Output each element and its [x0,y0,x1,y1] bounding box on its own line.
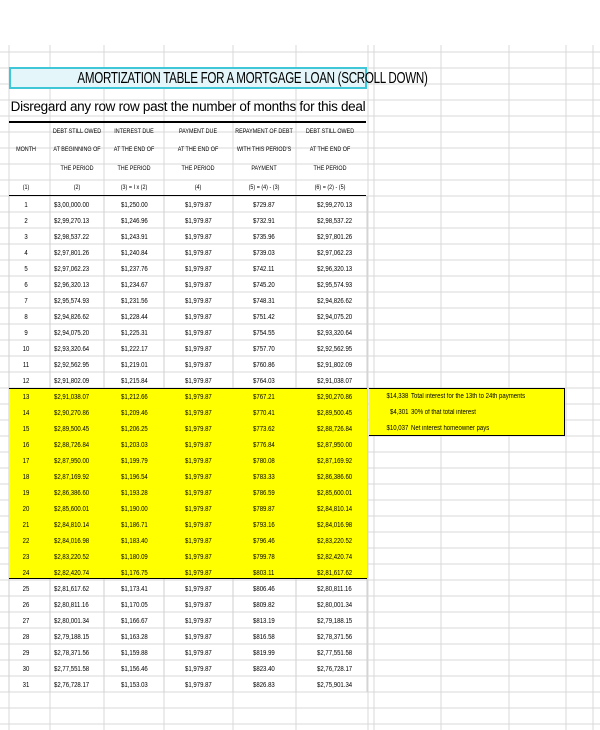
payment-due-cell: $1,979.87 [185,426,212,433]
payment-due-cell: $1,979.87 [185,538,212,545]
interest-due-cell: $1,203.03 [121,442,148,449]
payment-due-cell: $1,979.87 [185,282,212,289]
interest-due-cell: $1,237.76 [121,266,148,273]
month-cell: 25 [22,586,30,593]
payment-due-cell: $1,979.87 [185,394,212,401]
repayment-cell: $732.91 [253,218,275,225]
interest-due-cell: $1,193.28 [121,490,148,497]
interest-due-cell: $1,190.00 [121,506,148,513]
debt-end-cell: $2,80,001.34 [317,602,353,609]
repayment-cell: $783.33 [253,474,275,481]
repayment-cell: $823.40 [253,666,275,673]
interest-due-cell: $1,209.46 [121,410,148,417]
debt-owed-cell: $2,97,801.26 [54,250,90,257]
month-cell: 5 [24,266,28,273]
debt-owed-cell: $2,98,537.22 [54,234,90,241]
month-cell: 9 [24,330,28,337]
header-month-line-4: (1) [22,185,30,191]
debt-end-cell: $2,94,826.62 [317,298,353,305]
summary-label: Total interest for the 13th to 24th payments [411,393,526,400]
debt-end-cell: $2,84,016.98 [317,522,353,529]
header-interest-line-1: INTEREST DUE [114,129,154,135]
header-bottom-rule [9,195,366,196]
repayment-cell: $757.70 [253,346,275,353]
debt-owed-cell: $2,84,810.14 [54,522,90,529]
interest-due-cell: $1,231.56 [121,298,148,305]
repayment-cell: $764.03 [253,378,275,385]
header-debt-line-1: DEBT STILL OWED [52,129,102,135]
repayment-cell: $776.84 [253,442,275,449]
header-owed_end-line-4: (6) = (2) - (5) [314,185,346,191]
payment-due-cell: $1,979.87 [185,330,212,337]
header-interest-line-3: THE PERIOD [117,166,151,172]
debt-owed-cell: $2,84,016.98 [54,538,90,545]
payment-due-cell: $1,979.87 [185,554,212,561]
header-owed_end-line-3: THE PERIOD [313,166,347,172]
debt-end-cell: $2,92,562.95 [317,346,353,353]
debt-owed-cell: $2,90,270.86 [54,410,90,417]
interest-due-cell: $1,225.31 [121,330,148,337]
repayment-cell: $796.46 [253,538,275,545]
month-cell: 16 [22,442,30,449]
month-cell: 14 [22,410,30,417]
month-cell: 22 [22,538,30,545]
interest-due-cell: $1,170.05 [121,602,148,609]
debt-owed-cell: $2,93,320.64 [54,346,90,353]
interest-due-cell: $1,212.66 [121,394,148,401]
debt-owed-cell: $2,79,188.15 [54,634,90,641]
debt-owed-cell: $2,91,038.07 [54,394,90,401]
payment-due-cell: $1,979.87 [185,202,212,209]
debt-end-cell: $2,75,901.34 [317,682,353,689]
header-debt-line-3: THE PERIOD [60,166,94,172]
header-debt-line-4: (2) [73,185,81,191]
payment-due-cell: $1,979.87 [185,602,212,609]
header-payment-line-4: (4) [194,185,202,191]
month-cell: 7 [24,298,28,305]
payment-due-cell: $1,979.87 [185,234,212,241]
debt-end-cell: $2,98,537.22 [317,218,353,225]
debt-end-cell: $2,99,270.13 [317,202,353,209]
debt-end-cell: $2,89,500.45 [317,410,353,417]
interest-due-cell: $1,250.00 [121,202,148,209]
debt-end-cell: $2,84,810.14 [317,506,353,513]
interest-due-cell: $1,163.28 [121,634,148,641]
header-repayment-line-2: WITH THIS PERIOD'S [236,147,292,153]
header-owed_end-line-1: DEBT STILL OWED [305,129,355,135]
payment-due-cell: $1,979.87 [185,682,212,689]
debt-owed-cell: $2,91,802.09 [54,378,90,385]
payment-due-cell: $1,979.87 [185,522,212,529]
debt-end-cell: $2,81,617.62 [317,570,353,577]
debt-end-cell: $2,82,420.74 [317,554,353,561]
debt-owed-cell: $2,97,062.23 [54,266,90,273]
repayment-cell: $803.11 [253,570,275,577]
debt-end-cell: $2,97,801.26 [317,234,353,241]
month-cell: 23 [22,554,30,561]
debt-end-cell: $2,86,386.60 [317,474,353,481]
header-payment-line-3: THE PERIOD [181,166,215,172]
interest-due-cell: $1,240.84 [121,250,148,257]
month-cell: 15 [22,426,30,433]
interest-due-cell: $1,206.25 [121,426,148,433]
summary-amount: $4,301 [389,409,408,416]
header-top-rule [9,121,366,123]
repayment-cell: $819.99 [253,650,275,657]
repayment-cell: $745.20 [253,282,275,289]
interest-due-cell: $1,199.79 [121,458,148,465]
month-cell: 24 [22,570,30,577]
summary-amount: $14,338 [386,393,408,400]
payment-due-cell: $1,979.87 [185,474,212,481]
header-repayment-line-4: (5) = (4) - (3) [248,185,280,191]
interest-due-cell: $1,219.01 [121,362,148,369]
payment-due-cell: $1,979.87 [185,298,212,305]
debt-owed-cell: $2,87,950.00 [54,458,90,465]
debt-end-cell: $2,77,551.58 [317,650,353,657]
payment-due-cell: $1,979.87 [185,362,212,369]
payment-due-cell: $1,979.87 [185,266,212,273]
month-cell: 21 [22,522,30,529]
payment-due-cell: $1,979.87 [185,346,212,353]
debt-owed-cell: $2,77,551.58 [54,666,90,673]
repayment-cell: $799.78 [253,554,275,561]
debt-end-cell: $2,91,802.09 [317,362,353,369]
repayment-cell: $767.21 [253,394,275,401]
debt-end-cell: $2,85,600.01 [317,490,353,497]
interest-due-cell: $1,156.46 [121,666,148,673]
repayment-cell: $773.62 [253,426,275,433]
repayment-cell: $780.08 [253,458,275,465]
summary-amount: $10,037 [386,425,408,432]
debt-end-cell: $2,76,728.17 [317,666,353,673]
sheet-subtitle: Disregard any row row past the number of months for this deal [10,99,366,114]
interest-due-cell: $1,173.41 [121,586,148,593]
debt-end-cell: $2,94,075.20 [317,314,353,321]
month-cell: 30 [22,666,30,673]
debt-owed-cell: $2,76,728.17 [54,682,90,689]
interest-due-cell: $1,186.71 [121,522,148,529]
payment-due-cell: $1,979.87 [185,586,212,593]
interest-due-cell: $1,196.54 [121,474,148,481]
payment-due-cell: $1,979.87 [185,378,212,385]
month-cell: 3 [24,234,28,241]
debt-end-cell: $2,87,169.92 [317,458,353,465]
debt-owed-cell: $2,78,371.56 [54,650,90,657]
interest-due-cell: $1,159.88 [121,650,148,657]
repayment-cell: $816.58 [253,634,275,641]
header-owed_end-line-2: AT THE END OF [309,147,351,153]
header-interest-line-4: (3) = I x (2) [120,185,148,191]
header-month-line-2: MONTH [16,147,36,153]
month-cell: 8 [24,314,28,321]
debt-owed-cell: $2,94,826.62 [54,314,90,321]
header-payment-line-2: AT THE END OF [177,147,219,153]
payment-due-cell: $1,979.87 [185,314,212,321]
month-cell: 27 [22,618,30,625]
month-cell: 1 [24,202,28,209]
month-cell: 29 [22,650,30,657]
repayment-cell: $748.31 [253,298,275,305]
month-cell: 18 [22,474,30,481]
interest-due-cell: $1,234.67 [121,282,148,289]
interest-due-cell: $1,166.67 [121,618,148,625]
debt-owed-cell: $3,00,000.00 [54,202,90,209]
debt-owed-cell: $2,86,386.60 [54,490,90,497]
payment-due-cell: $1,979.87 [185,506,212,513]
interest-due-cell: $1,215.84 [121,378,148,385]
debt-owed-cell: $2,82,420.74 [54,570,90,577]
interest-due-cell: $1,228.44 [121,314,148,321]
interest-due-cell: $1,180.09 [121,554,148,561]
sheet-title [9,67,428,89]
debt-owed-cell: $2,92,562.95 [54,362,90,369]
payment-due-cell: $1,979.87 [185,650,212,657]
summary-label: 30% of that total interest [411,409,476,416]
repayment-cell: $735.96 [253,234,275,241]
payment-due-cell: $1,979.87 [185,666,212,673]
month-cell: 19 [22,490,30,497]
debt-owed-cell: $2,94,075.20 [54,330,90,337]
interest-due-cell: $1,246.96 [121,218,148,225]
debt-end-cell: $2,80,811.16 [317,586,352,593]
repayment-cell: $806.46 [253,586,275,593]
interest-due-cell: $1,222.17 [121,346,148,353]
repayment-cell: $789.87 [253,506,275,513]
debt-owed-cell: $2,81,617.62 [54,586,90,593]
month-cell: 10 [22,346,30,353]
month-cell: 2 [24,218,28,225]
header-repayment-line-1: REPAYMENT OF DEBT [235,129,293,135]
debt-owed-cell: $2,87,169.92 [54,474,90,481]
repayment-cell: $809.82 [253,602,275,609]
repayment-cell: $742.11 [253,266,275,273]
debt-owed-cell: $2,80,001.34 [54,618,90,625]
month-cell: 12 [22,378,30,385]
debt-end-cell: $2,83,220.52 [317,538,353,545]
debt-end-cell: $2,97,062.23 [317,250,353,257]
debt-owed-cell: $2,83,220.52 [54,554,90,561]
interest-due-cell: $1,176.75 [121,570,148,577]
payment-due-cell: $1,979.87 [185,458,212,465]
repayment-cell: $729.87 [253,202,275,209]
payment-due-cell: $1,979.87 [185,442,212,449]
debt-owed-cell: $2,99,270.13 [54,218,90,225]
header-payment-line-1: PAYMENT DUE [178,129,218,135]
repayment-cell: $739.03 [253,250,275,257]
repayment-cell: $826.83 [253,682,275,689]
repayment-cell: $751.42 [253,314,275,321]
payment-due-cell: $1,979.87 [185,410,212,417]
debt-end-cell: $2,96,320.13 [317,266,353,273]
month-cell: 6 [24,282,28,289]
payment-due-cell: $1,979.87 [185,634,212,641]
debt-owed-cell: $2,88,726.84 [54,442,90,449]
summary-label: Net interest homeowner pays [411,425,490,432]
debt-owed-cell: $2,96,320.13 [54,282,90,289]
payment-due-cell: $1,979.87 [185,570,212,577]
payment-due-cell: $1,979.87 [185,618,212,625]
repayment-cell: $770.41 [253,410,275,417]
debt-end-cell: $2,78,371.56 [317,634,353,641]
debt-end-cell: $2,79,188.15 [317,618,353,625]
header-debt-line-2: AT BEGINNING OF [53,147,101,153]
repayment-cell: $754.55 [253,330,275,337]
month-cell: 13 [22,394,30,401]
repayment-cell: $793.16 [253,522,275,529]
header-interest-line-2: AT THE END OF [113,147,155,153]
header-repayment-line-3: PAYMENT [251,166,277,172]
debt-end-cell: $2,93,320.64 [317,330,353,337]
payment-due-cell: $1,979.87 [185,218,212,225]
month-cell: 17 [22,458,30,465]
sheet-title-text: AMORTIZATION TABLE FOR A MORTGAGE LOAN (SCROLL DOWN) [77,70,428,87]
payment-due-cell: $1,979.87 [185,250,212,257]
repayment-cell: $813.19 [253,618,275,625]
debt-owed-cell: $2,89,500.45 [54,426,90,433]
month-cell: 28 [22,634,30,641]
month-cell: 26 [22,602,30,609]
debt-end-cell: $2,95,574.93 [317,282,353,289]
interest-due-cell: $1,153.03 [121,682,148,689]
debt-end-cell: $2,87,950.00 [317,442,353,449]
interest-due-cell: $1,183.40 [121,538,148,545]
debt-end-cell: $2,91,038.07 [317,378,353,385]
debt-end-cell: $2,88,726.84 [317,426,353,433]
debt-owed-cell: $2,95,574.93 [54,298,90,305]
month-cell: 31 [22,682,30,689]
payment-due-cell: $1,979.87 [185,490,212,497]
debt-owed-cell: $2,80,811.16 [54,602,89,609]
interest-due-cell: $1,243.91 [121,234,148,241]
month-cell: 4 [24,250,28,257]
debt-owed-cell: $2,85,600.01 [54,506,90,513]
debt-end-cell: $2,90,270.86 [317,394,353,401]
repayment-cell: $786.59 [253,490,275,497]
month-cell: 20 [22,506,30,513]
month-cell: 11 [22,362,30,369]
repayment-cell: $760.86 [253,362,275,369]
